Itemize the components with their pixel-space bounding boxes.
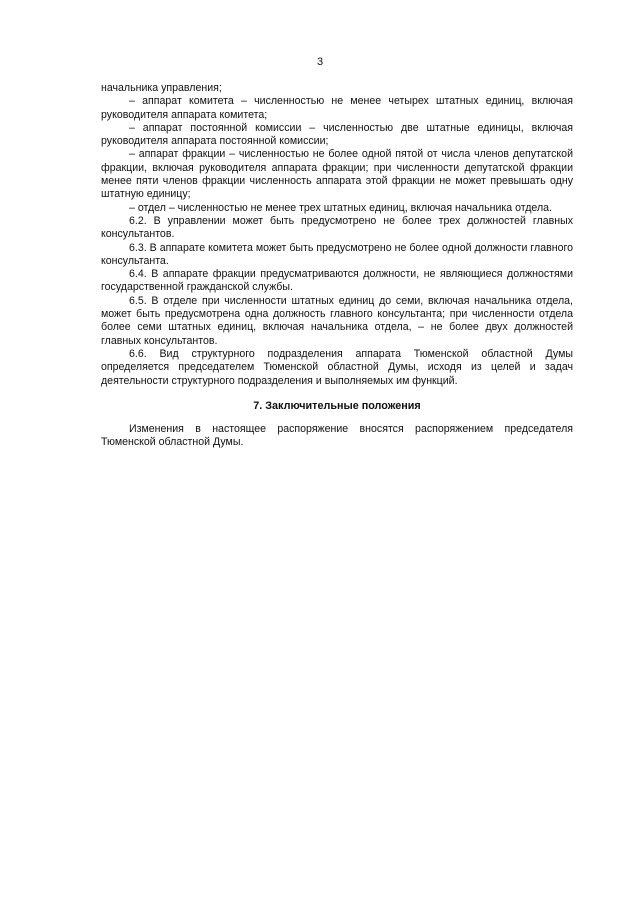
paragraph-committee-staff: – аппарат комитета – численностью не менее четырех штатных единиц, включая руководителя аппарата комитета;	[101, 95, 573, 121]
paragraph-faction-staff: – аппарат фракции – численностью не более одной пятой от числа членов депутатской фракции, включая руководителя аппарата фракции; при численности депутатской фракции менее пяти членов фракции численность аппарата этой фракции не может превышать одну штатную единицу;	[101, 148, 573, 201]
paragraph-department-staff: – отдел – численностью не менее трех штатных единиц, включая начальника отдела.	[129, 201, 552, 214]
page-number: 3	[316, 56, 324, 68]
section-7-heading: 7. Заключительные положения	[253, 399, 421, 412]
paragraph-6-5: 6.5. В отделе при численности штатных единиц до семи, включая начальника отдела, может быть предусмотрена одна должность главного консультанта; при численности отдела более семи штатных единиц, включая начальника отдела, – не более двух должностей главных консультантов.	[101, 294, 573, 347]
paragraph-continuation: начальника управления;	[101, 82, 222, 94]
paragraph-6-2: 6.2. В управлении может быть предусмотрено не более трех должностей главных консультантов.	[101, 214, 573, 241]
paragraph-commission-staff: – аппарат постоянной комиссии – численностью две штатные единицы, включая руководителя аппарата постоянной комиссии;	[101, 121, 573, 148]
paragraph-6-3: 6.3. В аппарате комитета может быть предусмотрено не более одной должности главного консультанта.	[101, 241, 573, 267]
paragraph-6-6: 6.6. Вид структурного подразделения аппарата Тюменской областной Думы определяется председателем Тюменской областной Думы, исходя из целей и задач деятельности структурного подразделения и выполняемых им функций.	[101, 347, 573, 387]
paragraph-7-text: Изменения в настоящее распоряжение вносятся распоряжением председателя Тюменской областной Думы.	[101, 422, 573, 449]
document-body	[101, 82, 573, 449]
paragraph-6-4: 6.4. В аппарате фракции предусматриваются должности, не являющиеся должностями государственной гражданской службы.	[101, 268, 573, 294]
